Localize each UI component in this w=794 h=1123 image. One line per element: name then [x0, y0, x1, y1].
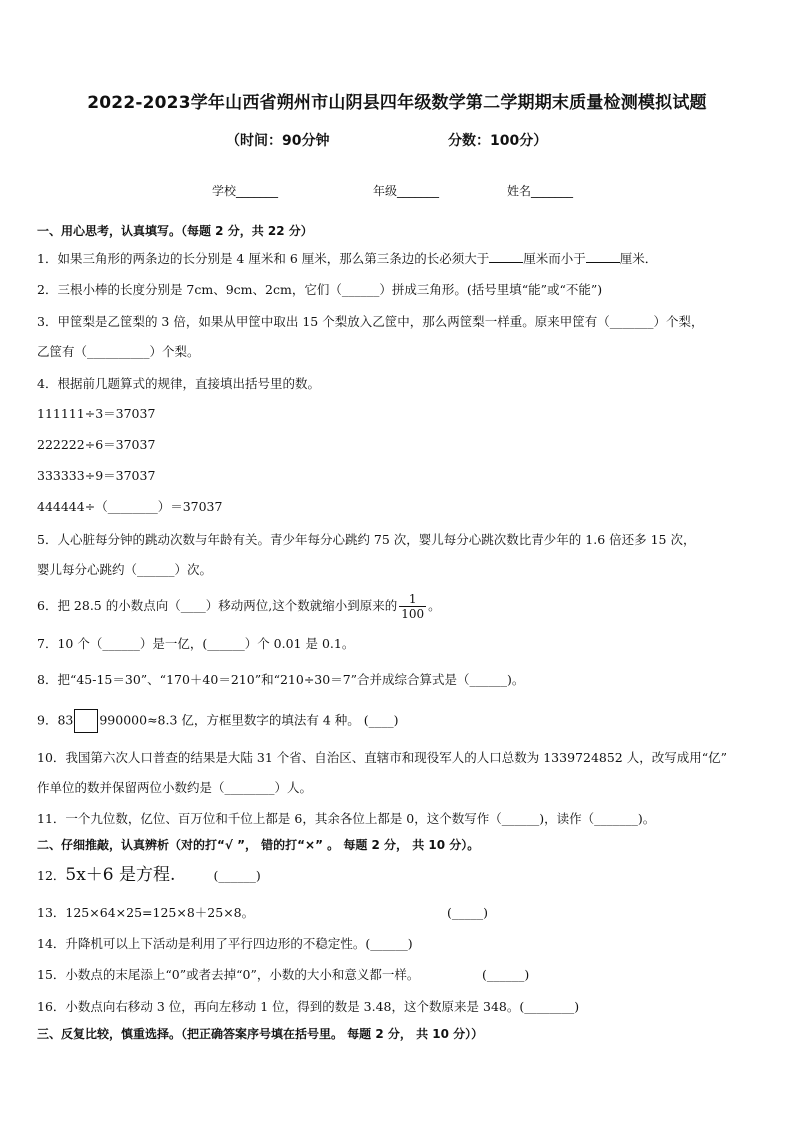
question-5-line-2: 婴儿每分心跳约（______）次。: [37, 562, 213, 577]
section-2-heading: 二、仔细推敲，认真辨析（对的打“√ ”， 错的打“×” 。 每题 2 分， 共 10 分）。: [37, 838, 480, 852]
question-6: 6．把 28.5 的小数点向（____）移动两位,这个数就缩小到原来的 $\frac{1}{100}$ 。: [37, 592, 441, 621]
question-3-line-2: 乙筐有（__________）个梨。: [37, 344, 200, 359]
question-15: 15．小数点的末尾添上“0”或者去掉“0”，小数的大小和意义都一样。 (______): [37, 967, 530, 982]
question-12: 12．5x＋6 是方程. (______): [37, 865, 261, 885]
question-3-line-1: 3．甲筐梨是乙筐梨的 3 倍，如果从甲筐中取出 15 个梨放入乙筐中，那么两筐梨一样重。原来甲筐有（_______）个梨，: [37, 314, 704, 329]
question-5-line-1: 5．人心脏每分钟的跳动次数与年龄有关。青少年每分心跳约 75 次，婴儿每分心跳次数比青少年的 1.6 倍还多 15 次，: [37, 532, 696, 547]
question-1: 1．如果三角形的两条边的长分别是 4 厘米和 6 厘米，那么第三条边的长必须大于 厘米而小于 厘米．: [37, 251, 658, 266]
question-2: 2．三根小棒的长度分别是 7cm、9cm、2cm，它们（______）拼成三角形。(括号里填“能”或“不能”): [37, 282, 603, 297]
fraction-one-hundredth: $\frac{1}{100}$: [401, 592, 425, 621]
question-4-equation-3: 333333÷9＝37037: [37, 468, 156, 483]
answer-blank[interactable]: [489, 249, 523, 263]
question-10-line-2: 作单位的数并保留两位小数约是（________）人。: [37, 780, 313, 795]
grade-field[interactable]: 年级_______: [373, 184, 440, 198]
question-13: 13．125×64×25=125×8＋25×8。 (_____): [37, 905, 489, 920]
question-8: 8．把“45-15＝30”、“170＋40＝210”和“210÷30＝7”合并成综合算式是（______)。: [37, 672, 525, 687]
section-3-heading: 三、反复比较，慎重选择。（把正确答案序号填在括号里。 每题 2 分， 共 10 分））: [37, 1027, 484, 1041]
school-field[interactable]: 学校_______: [212, 184, 279, 198]
question-9: 9．83 990000≈8.3 亿，方框里数字的填法有 4 种。 (____): [37, 709, 765, 733]
exam-subtitle: [226, 130, 626, 150]
question-4-equation-4: 444444÷（________）＝37037: [37, 499, 223, 514]
exam-title: 2022-2023学年山西省朔州市山阴县四年级数学第二学期期末质量检测模拟试题: [87, 93, 707, 113]
answer-parentheses[interactable]: (______): [482, 967, 530, 982]
question-11: 11．一个九位数，亿位、百万位和千位上都是 6，其余各位上都是 0，这个数写作（______)，读作（_______)。: [37, 811, 656, 826]
answer-parentheses[interactable]: (_____): [447, 905, 489, 920]
question-4: 4．根据前几题算式的规律，直接填出括号里的数。: [37, 376, 320, 391]
exam-score: 分数：100分）: [448, 133, 548, 149]
section-1-heading: 一、用心思考，认真填写。（每题 2 分，共 22 分）: [37, 224, 313, 238]
expression: 5x＋6: [65, 865, 114, 885]
answer-blank[interactable]: [586, 249, 620, 263]
question-10-line-1: 10．我国第六次人口普查的结果是大陆 31 个省、自治区、直辖市和现役军人的人口总数为 1339724852 人，改写成用“亿”: [37, 750, 728, 765]
question-14: 14．升降机可以上下活动是利用了平行四边形的不稳定性。(______): [37, 936, 413, 951]
exam-time: （时间：90分钟: [226, 133, 330, 149]
answer-parentheses[interactable]: (______): [213, 868, 261, 883]
name-field[interactable]: 姓名_______: [507, 184, 574, 198]
digit-box[interactable]: [74, 709, 98, 733]
question-16: 16．小数点向右移动 3 位，再向左移动 1 位，得到的数是 3.48，这个数原来是 348。(________): [37, 999, 580, 1014]
question-4-equation-2: 222222÷6＝37037: [37, 437, 156, 452]
question-7: 7．10 个（______）是一亿，(______）个 0.01 是 0.1。: [37, 636, 355, 651]
question-4-equation-1: 111111÷3＝37037: [37, 406, 156, 421]
